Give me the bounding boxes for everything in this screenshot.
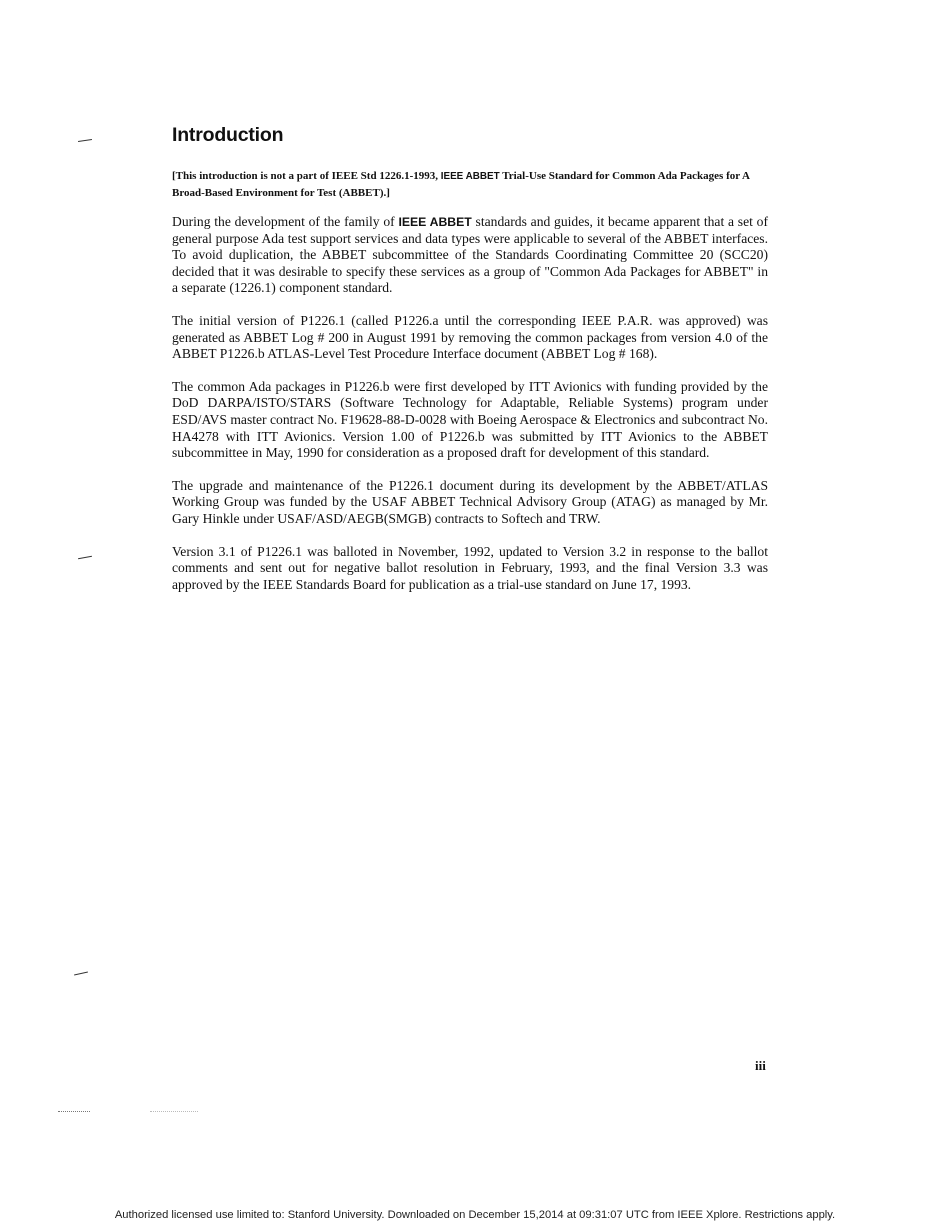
paragraph-text: standards and guides, it became apparent that a set of general purpose Ada test support services and data types were applicable to several of the ABBET interfaces. To avoid duplication, the ABBET subcommittee of the Standards Coordinating Committee 20 (SCC20) decided that it was desirable to specify these services as a group of "Common Ada Packages for ABBET" in a separate (1226.1) component standard. <box>172 214 768 296</box>
note-text: Trial-Use Standard for Common Ada Packages for A Broad-Based Environment for Test (ABBET).] <box>172 170 750 199</box>
paragraph-1 <box>172 214 768 297</box>
paragraph-3: The common Ada packages in P1226.b were first developed by ITT Avionics with funding provided by the DoD DARPA/ISTO/STARS (Software Technology for Adaptable, Reliable Systems) program under ESD/AVS master contract No. F19628-88-D-0028 with Boeing Aerospace & Electronics and subcontract No. HA4278 with ITT Avionics. Version 1.00 of P1226.b was submitted by ITT Avionics to the ABBET subcommittee in May, 1990 for consideration as a proposed draft for development of this standard. <box>172 378 768 461</box>
scan-mark <box>74 972 88 976</box>
scan-mark <box>78 556 92 559</box>
paragraph-brand: IEEE ABBET <box>398 215 472 229</box>
paragraph-text: During the development of the family of <box>172 214 399 229</box>
paragraph-2: The initial version of P1226.1 (called P1226.a until the corresponding IEEE P.A.R. was approved) was generated as ABBET Log # 200 in August 1991 by removing the common packages from version 4.0 of the ABBET P1226.b ATLAS-Level Test Procedure Interface document (ABBET Log # 168). <box>172 312 768 362</box>
note-text: [This introduction is not a part of IEEE Std 1226.1-1993, <box>172 170 441 182</box>
page-title: Introduction <box>172 124 284 146</box>
license-footer: Authorized licensed use limited to: Stanford University. Downloaded on December 15,2014 at 09:31:07 UTC from IEEE Xplore. Restrictions apply. <box>114 1209 836 1221</box>
paragraph-4: The upgrade and maintenance of the P1226.1 document during its development by the ABBET/ATLAS Working Group was funded by the USAF ABBET Technical Advisory Group (ATAG) as managed by Mr. Gary Hinkle under USAF/ASD/AEGB(SMGB) contracts to Softech and TRW. <box>172 477 768 526</box>
scan-mark <box>78 139 92 142</box>
scan-mark <box>58 1111 90 1112</box>
introduction-note <box>172 168 768 201</box>
body-text <box>172 214 768 609</box>
note-brand: IEEE ABBET <box>440 171 500 182</box>
page-number: iii <box>755 1058 766 1073</box>
scan-mark <box>150 1111 198 1112</box>
paragraph-5: Version 3.1 of P1226.1 was balloted in November, 1992, updated to Version 3.2 in response to the ballot comments and sent out for negative ballot resolution in February, 1993, and the final Version 3.3 was approved by the IEEE Standards Board for publication as a trial-use standard on June 17, 1993. <box>172 543 768 592</box>
